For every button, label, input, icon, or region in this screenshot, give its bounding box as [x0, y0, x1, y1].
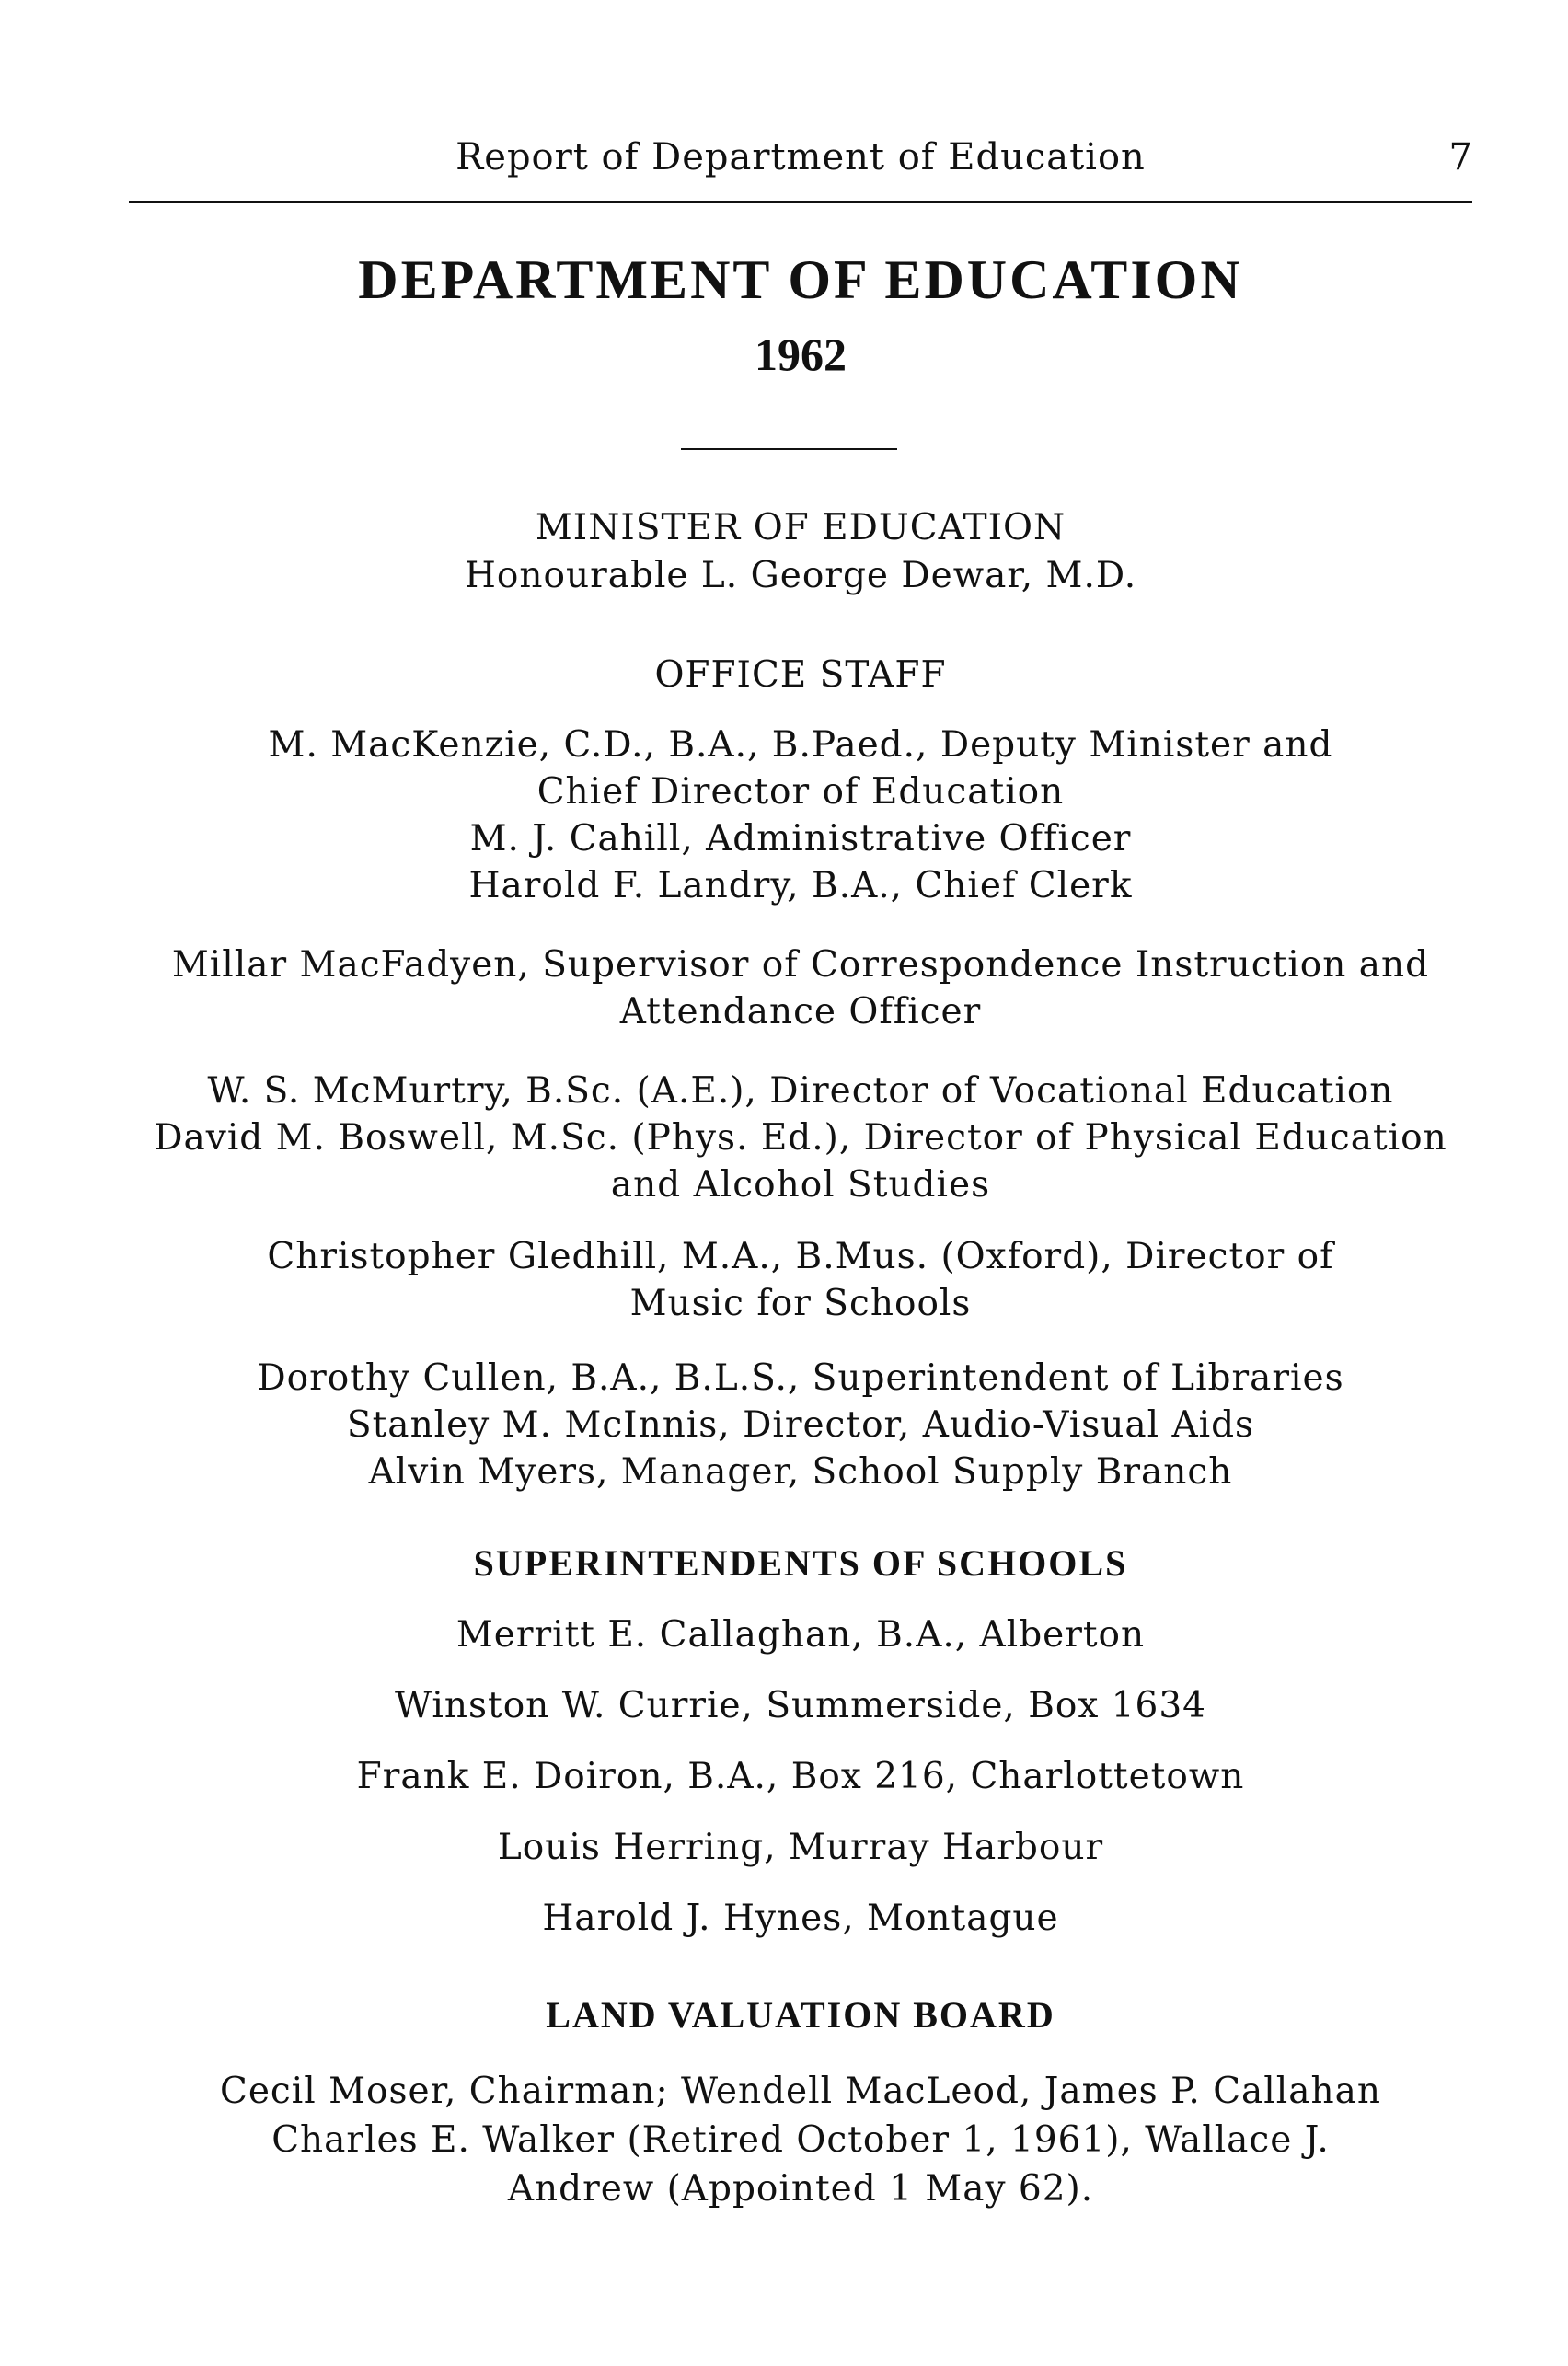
staff-line: Attendance Officer [619, 991, 982, 1033]
staff-line: David M. Boswell, M.Sc. (Phys. Ed.), Director of Physical Education [154, 1117, 1447, 1159]
superintendent-item: Merritt E. Callaghan, B.A., Alberton [455, 1614, 1146, 1656]
superintendent-item: Harold J. Hynes, Montague [542, 1898, 1059, 1939]
staff-line: Alvin Myers, Manager, School Supply Branch [368, 1451, 1233, 1493]
land-valuation-heading: LAND VALUATION BOARD [546, 1994, 1055, 2036]
superintendents-heading: SUPERINTENDENTS OF SCHOOLS [473, 1542, 1128, 1584]
staff-line: Harold F. Landry, B.A., Chief Clerk [468, 865, 1133, 906]
office-staff-heading: OFFICE STAFF [654, 654, 947, 696]
board-line: Cecil Moser, Chairman; Wendell MacLeod, James P. Callahan [220, 2071, 1381, 2112]
staff-line: Millar MacFadyen, Supervisor of Correspondence Instruction and [171, 944, 1430, 986]
page-title: DEPARTMENT OF EDUCATION [358, 249, 1243, 310]
staff-line: Dorothy Cullen, B.A., B.L.S., Superintendent of Libraries [257, 1357, 1344, 1399]
staff-line: Chief Director of Education [536, 771, 1065, 813]
superintendent-item: Winston W. Currie, Summerside, Box 1634 [395, 1685, 1206, 1726]
staff-line: Christopher Gledhill, M.A., B.Mus. (Oxford), Director of [267, 1236, 1334, 1277]
staff-line: M. J. Cahill, Administrative Officer [469, 818, 1132, 860]
minister-heading: MINISTER OF EDUCATION [535, 507, 1066, 548]
minister-name: Honourable L. George Dewar, M.D. [464, 555, 1137, 596]
staff-line: W. S. McMurtry, B.Sc. (A.E.), Director of Vocational Education [207, 1070, 1394, 1112]
running-head [129, 136, 1472, 191]
running-head-title: Report of Department of Education [455, 136, 1146, 179]
superintendent-item: Frank E. Doiron, B.A., Box 216, Charlottetown [356, 1756, 1245, 1797]
staff-line: Stanley M. McInnis, Director, Audio-Visual Aids [346, 1404, 1255, 1446]
page-number: 7 [1448, 136, 1472, 179]
page-year: 1962 [755, 329, 847, 380]
staff-line: and Alcohol Studies [610, 1164, 991, 1206]
staff-line: M. MacKenzie, C.D., B.A., B.Paed., Deputy Minister and [268, 724, 1333, 766]
header-rule [129, 201, 1472, 203]
title-divider [681, 448, 897, 450]
staff-line: Music for Schools [629, 1283, 972, 1324]
superintendent-item: Louis Herring, Murray Harbour [497, 1827, 1104, 1868]
board-line: Charles E. Walker (Retired October 1, 1961), Wallace J. [271, 2119, 1330, 2161]
board-line: Andrew (Appointed 1 May 62). [507, 2168, 1094, 2210]
